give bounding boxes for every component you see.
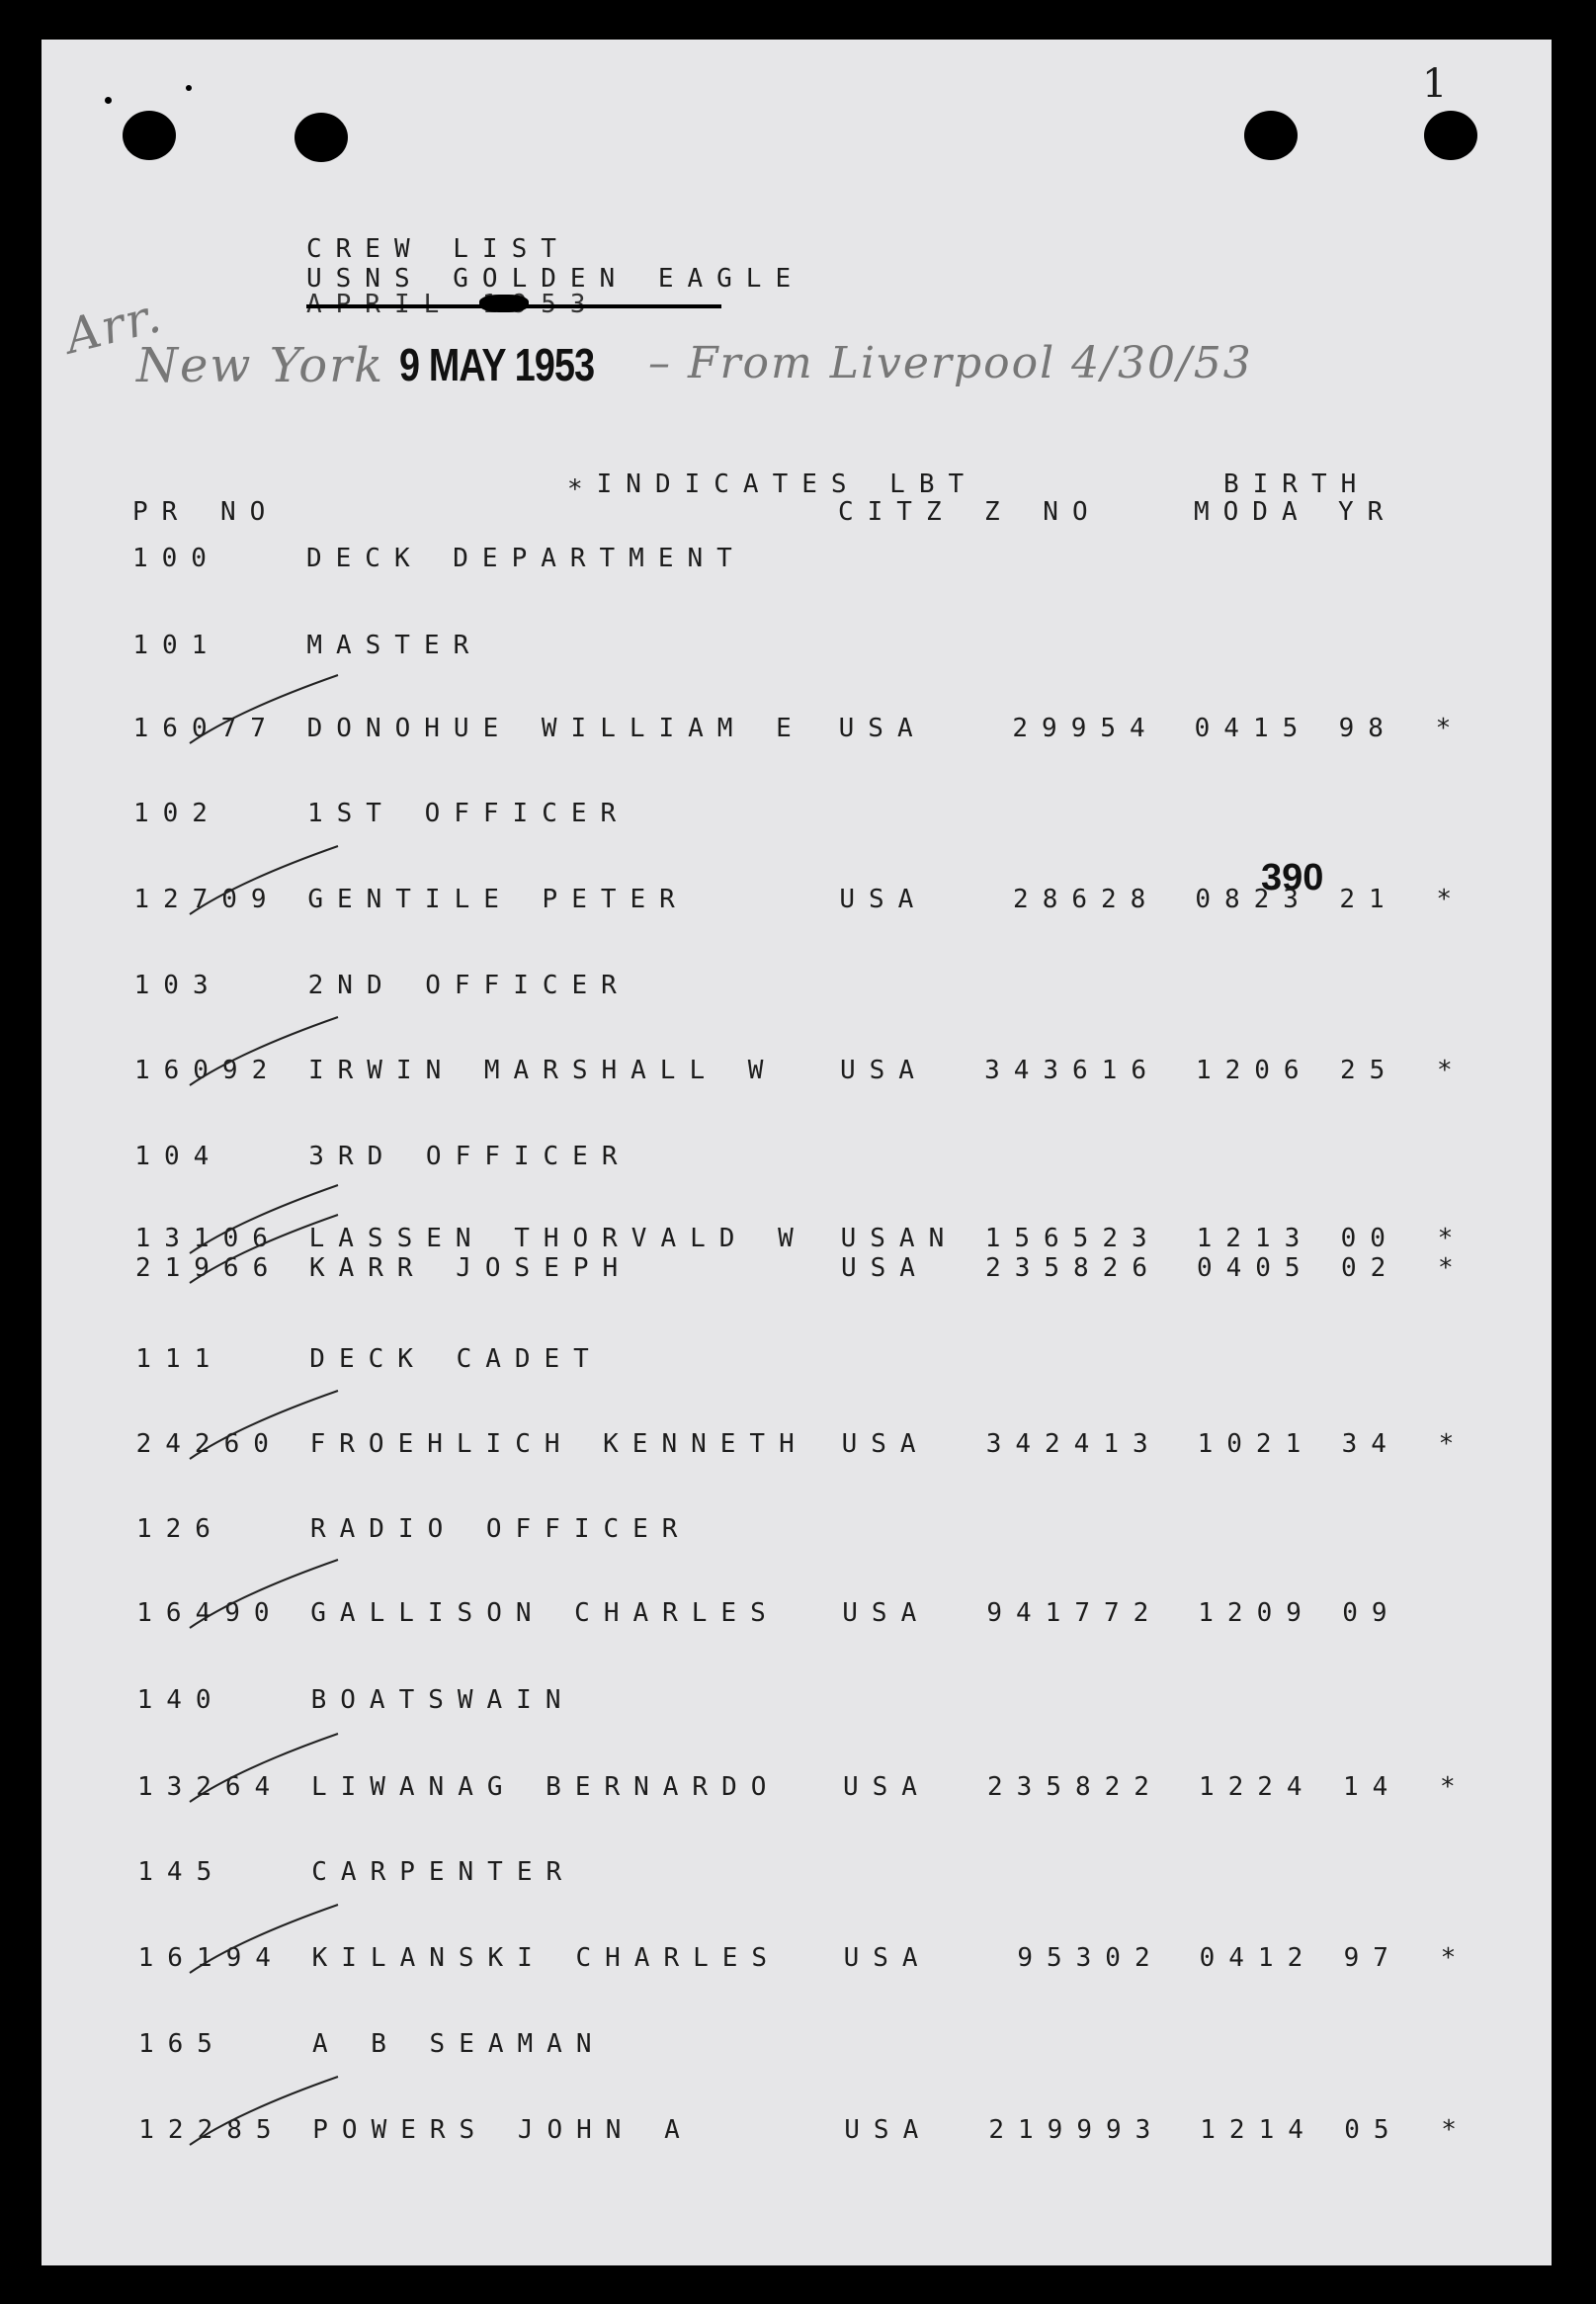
birth-moda: 1214 xyxy=(1200,2115,1317,2145)
pr-number: 126 xyxy=(135,1514,224,1544)
pr-number: 165 xyxy=(137,2029,226,2059)
birth-year: 02 xyxy=(1340,1253,1400,1283)
pr-number: 102 xyxy=(132,799,221,828)
corner-page-number: 1 xyxy=(1422,61,1448,107)
z-number: 156523 xyxy=(984,1224,1161,1253)
birth-moda: 0823 xyxy=(1195,885,1312,914)
z-number: 343616 xyxy=(984,1056,1160,1085)
lbt-marker: * xyxy=(1441,2115,1470,2145)
check-mark xyxy=(190,846,338,914)
citizenship: USAN xyxy=(840,1224,959,1253)
crew-name: CARPENTER xyxy=(311,1857,576,1887)
pr-number: 16077 xyxy=(132,714,280,743)
z-number: 95302 xyxy=(1017,1943,1164,1973)
column-header-z-no: Z NO xyxy=(984,497,1102,527)
pr-number: 111 xyxy=(135,1344,224,1374)
pr-number: 16092 xyxy=(133,1056,282,1085)
crew-name: RADIO OFFICER xyxy=(309,1514,692,1544)
citizenship: USA xyxy=(839,1056,928,1085)
crew-name: DONOHUE WILLIAM E xyxy=(306,714,805,743)
lbt-marker: * xyxy=(1436,1056,1467,1085)
column-header-citz: CITZ xyxy=(838,497,956,527)
citizenship: USA xyxy=(842,1772,931,1802)
birth-moda: 1021 xyxy=(1197,1429,1315,1459)
pr-number: 140 xyxy=(136,1685,225,1715)
pr-number: 103 xyxy=(133,971,222,1000)
check-mark xyxy=(190,675,338,743)
birth-moda: 1209 xyxy=(1198,1598,1315,1628)
check-mark xyxy=(190,1560,338,1628)
handwritten-arr: Arr. xyxy=(59,287,168,366)
pr-number: 16194 xyxy=(137,1943,285,1973)
crew-name: A B SEAMAN xyxy=(311,2029,606,2059)
crew-name: KARR JOSEPH xyxy=(308,1253,632,1283)
check-mark xyxy=(190,1391,338,1459)
column-header-moda: MODA xyxy=(1194,497,1311,527)
birth-year: 14 xyxy=(1342,1772,1402,1802)
birth-year: 09 xyxy=(1342,1598,1401,1628)
pr-number: 21966 xyxy=(134,1253,283,1283)
column-header-pr-no: PR NO xyxy=(132,497,280,527)
birth-moda: 0412 xyxy=(1199,1943,1317,1973)
pr-number: 145 xyxy=(137,1857,226,1887)
pr-number: 13106 xyxy=(134,1224,282,1253)
pr-number: 12709 xyxy=(133,885,281,914)
crew-name: 3RD OFFICER xyxy=(308,1142,631,1171)
birth-moda: 1213 xyxy=(1196,1224,1314,1253)
crew-name: LASSEN THORVALD W xyxy=(308,1224,807,1253)
crew-list-page xyxy=(42,40,1552,2265)
check-mark xyxy=(190,1215,338,1283)
crew-name: GENTILE PETER xyxy=(307,885,689,914)
handwritten-check-marks xyxy=(42,40,1552,2265)
column-header-legend: ∗INDICATES LBT xyxy=(567,469,978,499)
z-number: 941772 xyxy=(986,1598,1163,1628)
lbt-marker: * xyxy=(1436,885,1466,914)
z-number: 342413 xyxy=(985,1429,1162,1459)
z-number: 219993 xyxy=(988,2115,1165,2145)
lbt-marker: * xyxy=(1437,1224,1468,1253)
lbt-marker: * xyxy=(1440,1943,1470,1973)
lbt-marker: * xyxy=(1437,1253,1468,1283)
lbt-marker: * xyxy=(1438,1429,1469,1459)
check-mark xyxy=(190,1734,338,1802)
crew-name: IRWIN MARSHALL W xyxy=(307,1056,778,1085)
citizenship: USA xyxy=(841,1429,930,1459)
crew-name: BOATSWAIN xyxy=(310,1685,575,1715)
check-mark xyxy=(190,2077,338,2145)
crew-name: FROEHLICH KENNETH xyxy=(309,1429,808,1459)
crew-name: 1ST OFFICER xyxy=(306,799,630,828)
citizenship: USA xyxy=(843,1943,932,1973)
citizenship: USA xyxy=(839,885,928,914)
crew-name: 2ND OFFICER xyxy=(307,971,630,1000)
birth-moda: 0415 xyxy=(1194,714,1312,743)
birth-year: 25 xyxy=(1339,1056,1399,1085)
pr-number: 101 xyxy=(132,631,221,660)
handwritten-from-port: – From Liverpool 4/30/53 xyxy=(648,338,1253,388)
page-number-stamp: 390 xyxy=(1261,857,1324,898)
z-number: 28628 xyxy=(1013,885,1160,914)
birth-year: 05 xyxy=(1344,2115,1403,2145)
crew-name: MASTER xyxy=(306,631,483,660)
citizenship: USA xyxy=(838,714,927,743)
pr-number: 104 xyxy=(134,1142,223,1171)
z-number: 29954 xyxy=(1012,714,1159,743)
pr-number: 16490 xyxy=(136,1598,284,1628)
header-line1: CREW LIST xyxy=(306,234,570,264)
crew-name: DECK DEPARTMENT xyxy=(306,544,746,573)
arrival-date-stamp: 9 MAY 1953 xyxy=(399,339,595,390)
handwritten-port: New York xyxy=(136,338,385,393)
lbt-marker: * xyxy=(1439,1772,1470,1802)
column-header-birth: BIRTH xyxy=(1223,469,1371,499)
crew-name: DECK CADET xyxy=(309,1344,603,1374)
citizenship: USA xyxy=(840,1253,929,1283)
header-line2: USNS GOLDEN EAGLE xyxy=(306,264,805,294)
pr-number: 13264 xyxy=(136,1772,285,1802)
pr-number: 100 xyxy=(132,544,220,573)
birth-year: 34 xyxy=(1341,1429,1400,1459)
check-mark xyxy=(190,1017,338,1085)
check-mark xyxy=(190,1905,338,1973)
column-header-yr: YR xyxy=(1338,497,1397,527)
birth-year: 21 xyxy=(1339,885,1398,914)
crew-name: KILANSKI CHARLES xyxy=(311,1943,782,1973)
birth-year: 98 xyxy=(1338,714,1397,743)
birth-moda: 1206 xyxy=(1195,1056,1313,1085)
birth-moda: 0405 xyxy=(1196,1253,1314,1283)
citizenship: USA xyxy=(842,1598,931,1628)
birth-year: 97 xyxy=(1343,1943,1402,1973)
lbt-marker: * xyxy=(1435,714,1466,743)
pr-number: 12285 xyxy=(138,2115,286,2145)
crew-name: GALLISON CHARLES xyxy=(310,1598,780,1628)
z-number: 235822 xyxy=(987,1772,1163,1802)
pr-number: 24260 xyxy=(135,1429,283,1459)
birth-year: 00 xyxy=(1340,1224,1399,1253)
z-number: 235826 xyxy=(985,1253,1161,1283)
crew-name: POWERS JOHN A xyxy=(312,2115,694,2145)
crew-name: LIWANAG BERNARDO xyxy=(310,1772,781,1802)
birth-moda: 1224 xyxy=(1198,1772,1316,1802)
citizenship: USA xyxy=(844,2115,933,2145)
